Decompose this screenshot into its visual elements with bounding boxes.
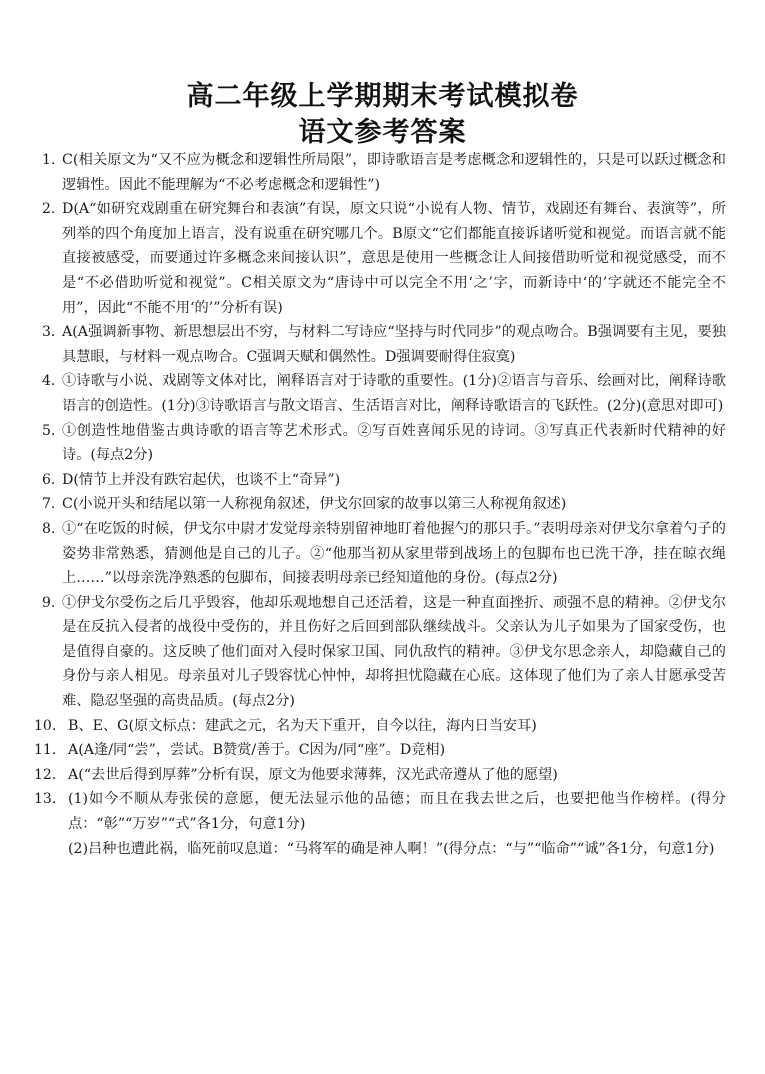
answer-text: (1)如今不顺从寿张侯的意愿，便无法显示他的品德；而且在我去世之后，也要把他当作榜样。(得分点：“彰”“万岁”“式”各1分，句意1分) [68, 791, 726, 833]
answer-text: B、E、G(原文标点：建武之元，名为天下重开，自今以往，海内日当安耳) [68, 717, 537, 734]
answer-item-13-1 [34, 787, 726, 836]
answer-text: D(情节上并没有跌宕起伏，也谈不上“奇异”) [62, 471, 341, 488]
answer-number: 9. [42, 594, 56, 611]
answer-text: A(A强调新事物、新思想层出不穷，与材料二写诗应“坚持与时代同步”的观点吻合。B强调要有主见，要独具慧眼，与材料一观点吻合。C强调天赋和偶然性。D强调要耐得住寂寞) [62, 324, 726, 365]
answer-number: 7. [42, 496, 56, 513]
answer-item-6 [42, 468, 726, 493]
answer-number: 1. [42, 152, 56, 168]
answer-text: (2)吕种也遭此祸，临死前叹息道：“马将军的确是神人啊！”(得分点：“与”“临命”“诚”各1分，句意1分) [68, 840, 715, 857]
answer-item-10 [34, 714, 726, 739]
answer-item-2 [42, 197, 726, 320]
answer-number: 6. [42, 471, 56, 488]
answer-item-5 [42, 419, 726, 468]
answer-item-4 [42, 369, 726, 418]
answer-text: ①创造性地借鉴古典诗歌的语言等艺术形式。②写百姓喜闻乐见的诗词。③写真正代表新时代精神的好诗。(每点2分) [62, 422, 726, 464]
answer-text: ①诗歌与小说、戏剧等文体对比，阐释语言对于诗歌的重要性。(1分)②语言与音乐、绘画对比，阐释诗歌语言的创造性。(1分)③诗歌语言与散文语言、生活语言对比，阐释诗歌语言的飞跃性。(2分)(意思对即可) [62, 373, 726, 414]
answer-item-7 [42, 492, 726, 517]
answer-number: 10. [34, 717, 57, 734]
answer-number: 13. [34, 791, 57, 808]
answer-item-8 [42, 517, 726, 591]
answer-number: 12. [34, 766, 57, 783]
page-title: 高二年级上学期期末考试模拟卷 [186, 81, 579, 112]
answer-number: 5. [42, 422, 56, 439]
answer-text: D(A“如研究戏剧重在研究舞台和表演”有误，原文只说“小说有人物、情节，戏剧还有舞台、表演等”，所列举的四个角度加上语言，没有说重在研究哪几个。B原文“它们都能直接诉诸听觉和视觉。而语言就不能直接被感受，而要通过许多概念来间接认识”，意思是使用一些概念让人间接借助听觉和视觉感受，而不是“不必借助听觉和视觉”。C相关原文为“唐诗中可以完全不用‘之’字，而新诗中‘的’字就还不能完全不用”，因此“不能不用‘的’”分析有误) [62, 201, 726, 316]
answer-number: 11. [34, 742, 57, 759]
answer-text: A(A逢/同“尝”，尝试。B赞赏/善于。C因为/同“座”。D竞相) [68, 742, 446, 759]
answer-item-3 [42, 320, 726, 369]
answer-item-11 [34, 738, 726, 763]
answer-text: ①“在吃饭的时候，伊戈尔中尉才发觉母亲特别留神地盯着他握勺的那只手。”表明母亲对伊戈尔拿着勺子的姿势非常熟悉，猜测他是自己的儿子。②“他那当初从家里带到战场上的包脚布也已洗干净，挂在晾衣绳上……”以母亲洗净熟悉的包脚布，间接表明母亲已经知道他的身份。(每点2分) [62, 520, 726, 587]
answer-number: 8. [42, 520, 56, 537]
answer-number: 2. [42, 201, 56, 218]
answer-list [34, 148, 726, 861]
answer-text: C(小说开头和结尾以第一人称视角叙述，伊戈尔回家的故事以第三人称视角叙述) [62, 496, 567, 513]
answer-item-1 [42, 148, 726, 197]
answer-text: C(相关原文为“又不应为概念和逻辑性所局限”，即诗歌语言是考虑概念和逻辑性的，只是可以跃过概念和逻辑性。因此不能理解为“不必考虑概念和逻辑性”) [62, 152, 726, 193]
answer-number: 3. [42, 324, 56, 341]
answer-number: 4. [42, 373, 56, 390]
page-subtitle: 语文参考答案 [298, 117, 467, 148]
answer-text: ①伊戈尔受伤之后几乎毁容，他却乐观地想自己还活着，这是一种直面挫折、顽强不息的精神。②伊戈尔是在反抗入侵者的战役中受伤的，并且伤好之后回到部队继续战斗。父亲认为儿子如果为了国家受伤，也是值得自豪的。这反映了他们面对入侵时保家卫国、同仇敌忾的精神。③伊戈尔思念亲人，却隐藏自己的身份与亲人相见。母亲虽对儿子毁容忧心忡忡，却将担忧隐藏在心底。这体现了他们为了亲人甘愿承受苦难、隐忍坚强的高贵品质。(每点2分) [62, 594, 726, 710]
answer-text: A(“去世后得到厚葬”分析有误，原文为他要求薄葬，汉光武帝遵从了他的愿望) [68, 766, 558, 783]
answer-item-12 [34, 763, 726, 788]
answer-item-9 [42, 591, 726, 714]
answer-item-13-2 [46, 837, 726, 862]
